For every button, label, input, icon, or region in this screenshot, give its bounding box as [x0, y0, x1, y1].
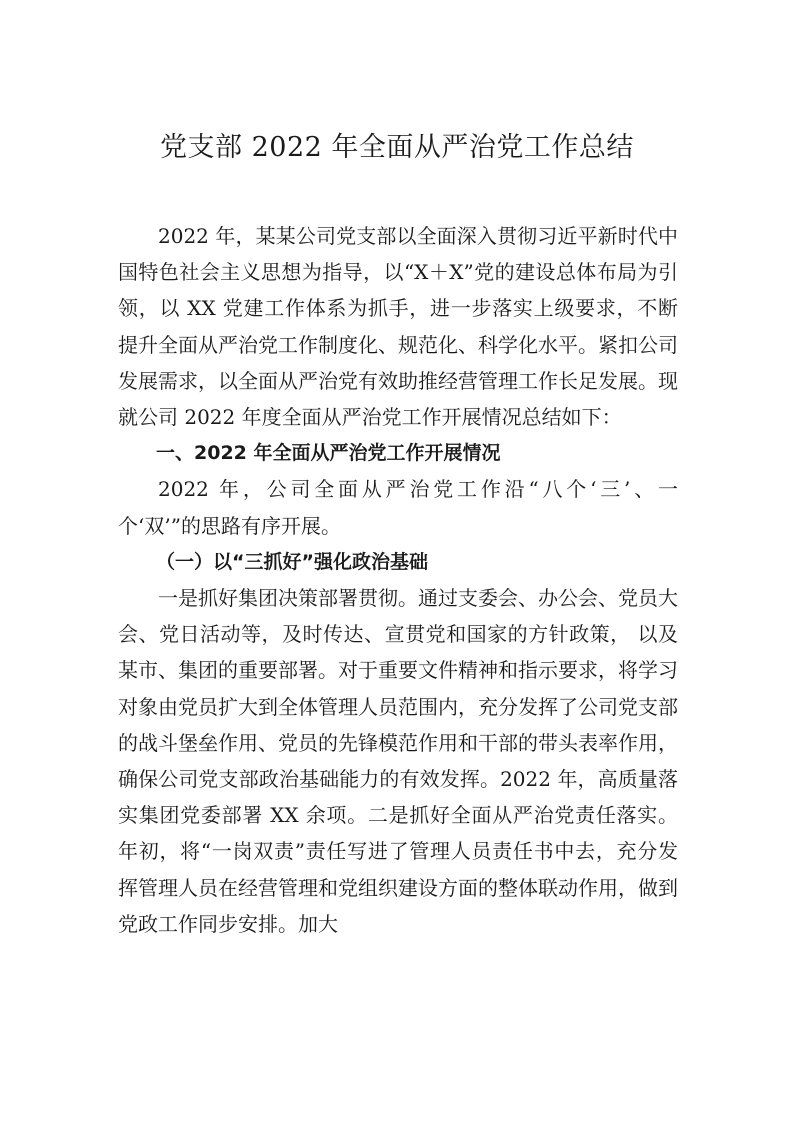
subsection-heading: （一）以“三抓好”强化政治基础	[156, 550, 428, 573]
document-title: 党支部 2022 年全面从严治党工作总结	[160, 132, 634, 163]
document-body	[118, 218, 678, 942]
intro-paragraph: 2022 年，某某公司党支部以全面深入贯彻习近平新时代中国特色社会主义思想为指导，以“X＋X”党的建设总体布局为引领，以 XX 党建工作体系为抓手，进一步落实上级要求，不断提升全面从严治党工作制度化、规范化、科学化水平。紧扣公司发展需求，以全面从严治党有效助推经营管理工作长足发展。现就公司 2022 年度全面从严治党工作开展情况总结如下：	[118, 224, 678, 430]
section-heading: 一、2022 年全面从严治党工作开展情况	[156, 442, 501, 465]
subsection-paragraph: 一是抓好集团决策部署贯彻。通过支委会、办公会、党员大会、党日活动等，及时传达、宣贯党和国家的方针政策， 以及某市、集团的重要部署。对于重要文件精神和指示要求，将学习对象由党员扩大到全体管理人员范围内，充分发挥了公司党支部的战斗堡垒作用、党员的先锋模范作用和干部的带头表率作用，确保公司党支部政治基础能力的有效发挥。2022 年，高质量落实集团党委部署 XX 余项。二是抓好全面从严治党责任落实。年初，将“一岗双责”责任写进了管理人员责任书中去，充分发挥管理人员在经营管理和党组织建设方面的整体联动作用，做到党政工作同步安排。加大	[118, 586, 678, 936]
section-paragraph: 2022 年，公司全面从严治党工作沿“八个‘三’、一个‘双’”的思路有序开展。	[118, 477, 678, 538]
